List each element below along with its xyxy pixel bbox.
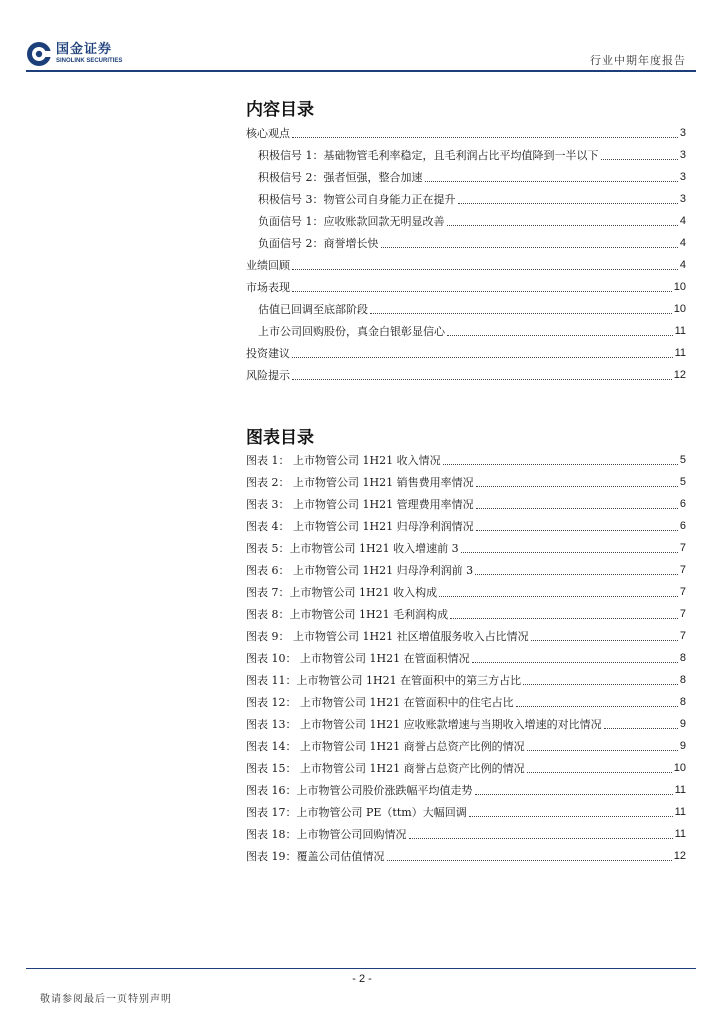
dot-leader xyxy=(370,313,672,314)
figure-entry-title: 图表 5：上市物管公司 1H21 收入增速前 3 xyxy=(246,542,459,555)
toc-entry-title: 积极信号 2：强者恒强，整合加速 xyxy=(258,171,423,184)
toc-entry-page: 4 xyxy=(679,215,686,227)
figure-entry-page: 6 xyxy=(679,498,686,510)
figure-entry-page: 8 xyxy=(679,674,686,686)
figure-entry[interactable] xyxy=(246,669,686,691)
header-divider xyxy=(26,70,696,72)
toc-entry-title: 上市公司回购股份，真金白银彰显信心 xyxy=(258,325,445,338)
dot-leader xyxy=(292,357,673,358)
dot-leader xyxy=(476,486,678,487)
toc-entry-page: 12 xyxy=(673,369,686,381)
toc-entry-title: 负面信号 1：应收账款回款无明显改善 xyxy=(258,215,445,228)
toc-entry-page: 11 xyxy=(674,347,686,359)
toc-entry[interactable] xyxy=(246,298,686,320)
toc-entry-page: 11 xyxy=(674,325,686,337)
page-number: - 2 - xyxy=(352,973,372,985)
toc-entry[interactable] xyxy=(246,188,686,210)
figure-entry[interactable] xyxy=(246,779,686,801)
figure-entry-title: 图表 13： 上市物管公司 1H21 应收账款增速与当期收入增速的对比情况 xyxy=(246,718,602,731)
toc-entry-title: 估值已回调至底部阶段 xyxy=(258,303,368,316)
dot-leader xyxy=(475,574,678,575)
toc-entry-page: 10 xyxy=(673,303,686,315)
disclaimer: 敬请参阅最后一页特别声明 xyxy=(40,994,172,1005)
toc-entry-page: 3 xyxy=(679,193,686,205)
figure-entry-page: 9 xyxy=(679,718,686,730)
toc-entry-page: 4 xyxy=(679,259,686,271)
figure-entry-title: 图表 14： 上市物管公司 1H21 商誉占总资产比例的情况 xyxy=(246,740,525,753)
figure-entry-page: 5 xyxy=(679,476,686,488)
toc-entry[interactable] xyxy=(246,232,686,254)
toc-entry-title: 市场表现 xyxy=(246,281,290,294)
figure-entry-page: 9 xyxy=(679,740,686,752)
toc-entry-title: 业绩回顾 xyxy=(246,259,290,272)
figure-entry[interactable] xyxy=(246,581,686,603)
figure-entry-title: 图表 8：上市物管公司 1H21 毛利润构成 xyxy=(246,608,449,621)
figure-entry[interactable] xyxy=(246,493,686,515)
figure-entry[interactable] xyxy=(246,559,686,581)
toc-entry-page: 4 xyxy=(679,237,686,249)
figure-entry[interactable] xyxy=(246,757,686,779)
toc-entry[interactable] xyxy=(246,166,686,188)
toc-entry-title: 投资建议 xyxy=(246,347,290,360)
logo-english-name: SINOLINK SECURITIES xyxy=(56,58,123,64)
toc-entry[interactable] xyxy=(246,342,686,364)
figure-entry-title: 图表 4： 上市物管公司 1H21 归母净利润情况 xyxy=(246,520,474,533)
figure-entry-title: 图表 15： 上市物管公司 1H21 商誉占总资产比例的情况 xyxy=(246,762,525,775)
dot-leader xyxy=(409,838,673,839)
toc-entry-title: 负面信号 2：商誉增长快 xyxy=(258,237,379,250)
dot-leader xyxy=(447,335,673,336)
logo-chinese-name: 国金证券 xyxy=(56,42,113,57)
figure-entry[interactable] xyxy=(246,845,686,867)
figure-entry-title: 图表 2： 上市物管公司 1H21 销售费用率情况 xyxy=(246,476,474,489)
figure-entry-page: 8 xyxy=(679,652,686,664)
dot-leader xyxy=(604,728,678,729)
figure-entry-page: 11 xyxy=(674,784,686,796)
dot-leader xyxy=(381,247,678,248)
figure-entry[interactable] xyxy=(246,691,686,713)
figure-entry-title: 图表 10： 上市物管公司 1H21 在管面积情况 xyxy=(246,652,470,665)
dot-leader xyxy=(531,640,678,641)
figure-entry[interactable] xyxy=(246,801,686,823)
figure-entry[interactable] xyxy=(246,449,686,471)
contents-title: 内容目录 xyxy=(246,100,314,120)
figure-entry-title: 图表 16：上市物管公司股价涨跌幅平均值走势 xyxy=(246,784,473,797)
figure-entry-page: 7 xyxy=(679,564,686,576)
dot-leader xyxy=(472,662,678,663)
toc-entry-page: 3 xyxy=(679,127,686,139)
dot-leader xyxy=(601,159,678,160)
dot-leader xyxy=(527,772,672,773)
toc-entry[interactable] xyxy=(246,144,686,166)
figure-entry-page: 6 xyxy=(679,520,686,532)
report-type: 行业中期年度报告 xyxy=(590,54,686,67)
figure-entry[interactable] xyxy=(246,515,686,537)
dot-leader xyxy=(292,269,678,270)
figure-entry-title: 图表 18：上市物管公司回购情况 xyxy=(246,828,407,841)
dot-leader xyxy=(447,225,678,226)
figure-entry-page: 7 xyxy=(679,542,686,554)
contents-list xyxy=(246,122,686,386)
figure-entry-page: 12 xyxy=(673,850,686,862)
dot-leader xyxy=(527,750,678,751)
dot-leader xyxy=(443,464,678,465)
figure-entry-page: 7 xyxy=(679,586,686,598)
dot-leader xyxy=(476,530,678,531)
dot-leader xyxy=(439,596,678,597)
dot-leader xyxy=(292,379,672,380)
figures-title: 图表目录 xyxy=(246,428,314,448)
dot-leader xyxy=(450,618,678,619)
figure-entry[interactable] xyxy=(246,735,686,757)
toc-entry[interactable] xyxy=(246,276,686,298)
figure-entry[interactable] xyxy=(246,647,686,669)
figure-entry-title: 图表 11：上市物管公司 1H21 在管面积中的第三方占比 xyxy=(246,674,522,687)
dot-leader xyxy=(475,794,673,795)
dot-leader xyxy=(523,684,678,685)
dot-leader xyxy=(476,508,678,509)
figure-entry-page: 7 xyxy=(679,608,686,620)
toc-entry[interactable] xyxy=(246,254,686,276)
figure-entry-title: 图表 6： 上市物管公司 1H21 归母净利润前 3 xyxy=(246,564,474,577)
figure-entry-page: 11 xyxy=(674,828,686,840)
page-header xyxy=(0,0,724,76)
toc-entry-page: 3 xyxy=(679,171,686,183)
dot-leader xyxy=(461,552,678,553)
dot-leader xyxy=(458,203,678,204)
toc-entry-title: 积极信号 1：基础物管毛利率稳定，且毛利润占比平均值降到一半以下 xyxy=(258,149,599,162)
toc-entry-title: 风险提示 xyxy=(246,369,290,382)
toc-entry-page: 10 xyxy=(673,281,686,293)
figure-entry-title: 图表 9： 上市物管公司 1H21 社区增值服务收入占比情况 xyxy=(246,630,529,643)
dot-leader xyxy=(292,291,672,292)
figure-entry-page: 8 xyxy=(679,696,686,708)
dot-leader xyxy=(387,860,672,861)
figure-entry-title: 图表 12： 上市物管公司 1H21 在管面积中的住宅占比 xyxy=(246,696,514,709)
figure-entry[interactable] xyxy=(246,625,686,647)
dot-leader xyxy=(292,137,678,138)
toc-entry-title: 积极信号 3：物管公司自身能力正在提升 xyxy=(258,193,456,206)
footer-divider xyxy=(26,968,696,969)
dot-leader xyxy=(469,816,673,817)
figure-entry-page: 11 xyxy=(674,806,686,818)
toc-entry[interactable] xyxy=(246,320,686,342)
toc-entry-title: 核心观点 xyxy=(246,127,290,140)
toc-entry[interactable] xyxy=(246,364,686,386)
figure-entry[interactable] xyxy=(246,603,686,625)
dot-leader xyxy=(516,706,678,707)
logo xyxy=(26,40,122,68)
figures-list xyxy=(246,449,686,867)
toc-entry-page: 3 xyxy=(679,149,686,161)
figure-entry-title: 图表 7：上市物管公司 1H21 收入构成 xyxy=(246,586,438,599)
toc-entry[interactable] xyxy=(246,210,686,232)
figure-entry[interactable] xyxy=(246,713,686,735)
dot-leader xyxy=(425,181,678,182)
figure-entry[interactable] xyxy=(246,823,686,845)
figure-entry-page: 7 xyxy=(679,630,686,642)
figure-entry-title: 图表 17：上市物管公司 PE（ttm）大幅回调 xyxy=(246,806,467,819)
figure-entry[interactable] xyxy=(246,471,686,493)
figure-entry[interactable] xyxy=(246,537,686,559)
figure-entry-title: 图表 3： 上市物管公司 1H21 管理费用率情况 xyxy=(246,498,474,511)
figure-entry-title: 图表 19：覆盖公司估值情况 xyxy=(246,850,385,863)
toc-entry[interactable] xyxy=(246,122,686,144)
sinolink-logo-icon xyxy=(26,41,52,67)
figure-entry-page: 5 xyxy=(679,454,686,466)
figure-entry-title: 图表 1： 上市物管公司 1H21 收入情况 xyxy=(246,454,441,467)
figure-entry-page: 10 xyxy=(673,762,686,774)
